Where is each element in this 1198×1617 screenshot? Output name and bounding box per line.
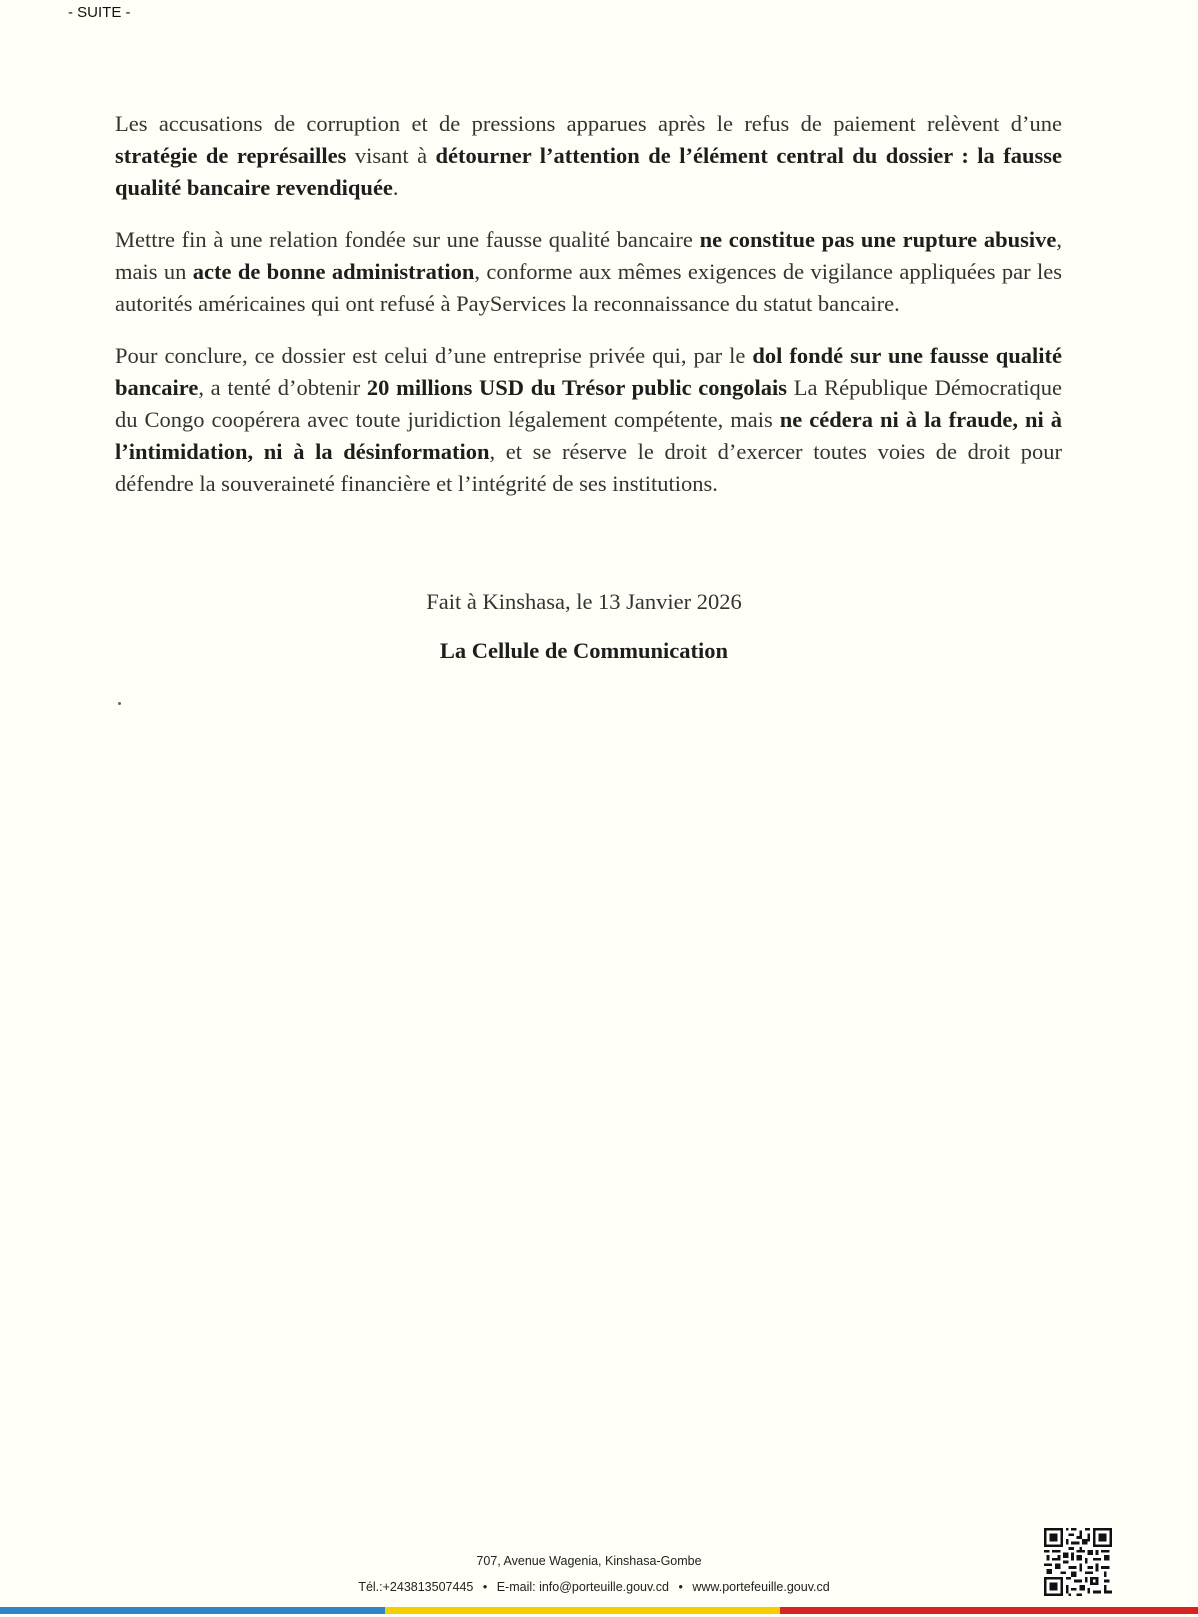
place-and-date-text: Fait à Kinshasa, le 13 Janvier 2026 <box>426 589 742 614</box>
emphasis-text: ne constitue pas une rupture abusive <box>699 227 1057 252</box>
place-and-date <box>0 589 1198 615</box>
body-text-run: La République Démocratique du Congo coopérera avec toute juridiction légalement compétente, mais <box>115 375 1063 432</box>
footer-website[interactable]: www.portefeuille.gouv.cd <box>692 1580 830 1594</box>
body-text-run: Pour conclure, ce dossier est celui d’une entreprise privée qui, par le <box>115 343 753 368</box>
body-text-run: visant à <box>346 143 436 168</box>
flag-color-bar <box>0 1607 1198 1614</box>
body-text-run: . <box>392 175 399 200</box>
emphasis-text: 20 millions USD du Trésor public congolais <box>366 375 788 400</box>
signer-text: La Cellule de Communication <box>439 638 729 663</box>
bullet-separator: • <box>678 1580 683 1594</box>
body-text-run: Mettre fin à une relation fondée sur une fausse qualité bancaire <box>115 227 700 252</box>
paragraph-conclusion <box>115 340 1062 500</box>
flag-stripe-yellow <box>385 1607 780 1614</box>
signer <box>0 638 1198 664</box>
body-text-run: , mais un <box>115 227 1062 284</box>
flag-stripe-blue <box>0 1607 385 1614</box>
bullet-separator: • <box>482 1580 488 1594</box>
suite-marker: - SUITE - <box>68 4 131 21</box>
footer-phone: Tél.:+243813507445 <box>358 1580 474 1594</box>
paragraph-good-administration <box>115 224 1062 320</box>
emphasis-text: détourner l’attention de l’élément central du dossier : la fausse qualité bancaire revendiquée <box>115 143 1062 200</box>
body-text-run: Les accusations de corruption et de pressions apparues après le refus de paiement relèvent d’une <box>115 111 1062 136</box>
emphasis-text: dol fondé sur une fausse qualité bancaire <box>115 343 1063 400</box>
emphasis-text: ne cédera ni à la fraude, ni à l’intimidation, ni à la désinformation <box>115 407 1062 464</box>
body-text-run: , conforme aux mêmes exigences de vigilance appliquées par les autorités américaines qui ont refusé à PayServices la reconnaissance du statut bancaire. <box>115 259 1063 316</box>
emphasis-text: acte de bonne administration <box>192 259 475 284</box>
footer-email[interactable]: E-mail: info@porteuille.gouv.cd <box>496 1580 669 1594</box>
body-text-run: , a tenté d’obtenir <box>198 375 367 400</box>
press-release-body <box>115 108 1062 520</box>
body-text-run: , et se réserve le droit d’exercer toutes voies de droit pour défendre la souveraineté financière et l’intégrité de ses institutions. <box>115 439 1062 496</box>
footer-address-text: 707, Avenue Wagenia, Kinshasa-Gombe <box>476 1554 702 1568</box>
qr-code-icon <box>1044 1528 1112 1596</box>
emphasis-text: stratégie de représailles <box>115 143 347 168</box>
stray-dot <box>118 702 121 705</box>
footer-contact <box>0 1580 1198 1594</box>
flag-stripe-red <box>780 1607 1198 1614</box>
footer-address <box>0 1554 1198 1568</box>
paragraph-retaliation <box>115 108 1062 204</box>
